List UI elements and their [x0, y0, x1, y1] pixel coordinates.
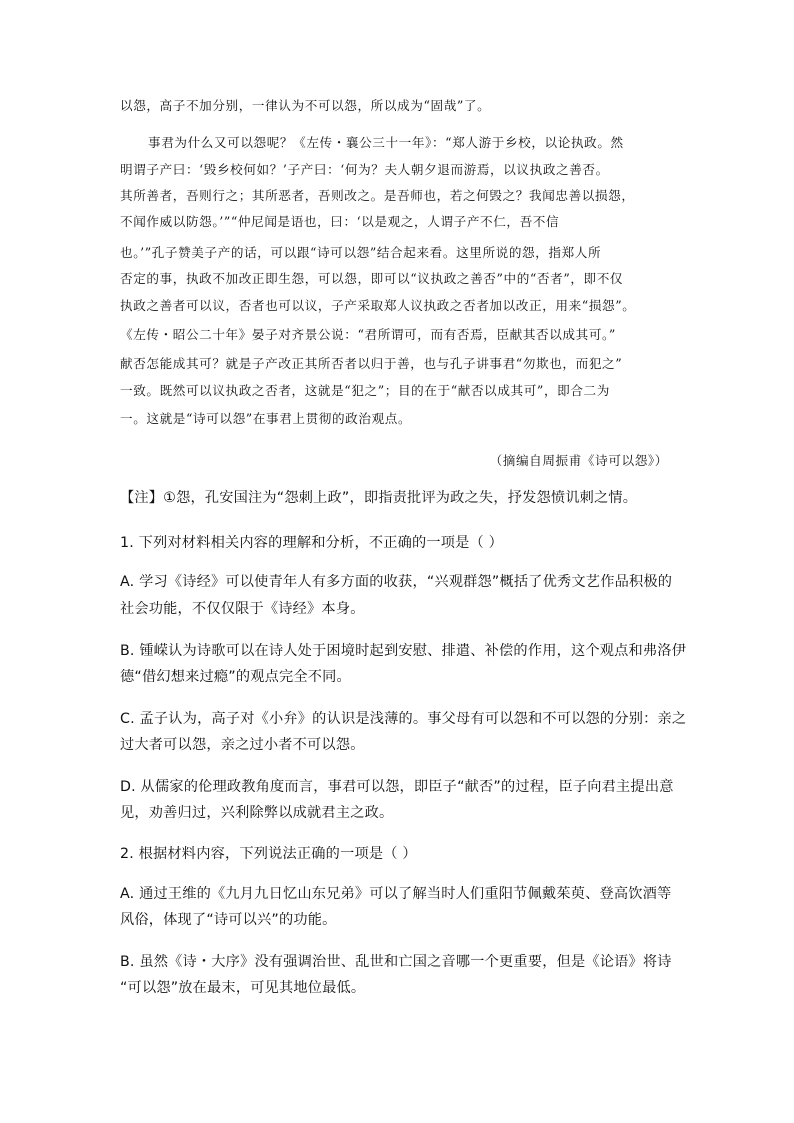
option-a-line-1: A. 学习《诗经》可以使青年人有多方面的收获，“兴观群怨”概括了优秀文艺作品积极的	[120, 574, 673, 590]
option-a-line-2: 风俗，体现了“诗可以兴”的功能。	[120, 912, 337, 928]
passage-line: 《左传・昭公二十年》晏子对齐景公说：“君所谓可，而有否焉，臣献其否以成其可。”	[120, 327, 616, 342]
passage-line: 事君为什么又可以怨呢？《左传・襄公三十一年》：“郑人游于乡校，以论执政。然	[148, 135, 624, 150]
passage-line: 执政之善者可以议，否者也可以议，子产采取郑人议执政之否者加以改正，用来“损怨”。	[120, 298, 636, 313]
passage-line: 明谓子产曰：‘毁乡校何如？’子产曰：‘何为？夫人朝夕退而游焉，以议执政之善否。	[120, 162, 609, 177]
passage-line: 以怨，高子不加分别，一律认为不可以怨，所以成为“固哉”了。	[120, 98, 491, 113]
option-c-line-1: C. 孟子认为，高子对《小弁》的认识是浅薄的。事父母有可以怨和不可以怨的分别：亲之	[120, 711, 687, 727]
option-b-line-1: B. 虽然《诗・大序》没有强调治世、乱世和亡国之音哪一个更重要，但是《论语》将诗	[120, 954, 672, 970]
passage-line: 否定的事，执政不加改正即生怨，可以怨，即可以“议执政之善否”中的“否者”，即不仅	[120, 271, 624, 286]
option-d-line-1: D. 从儒家的伦理政教角度而言，事君可以怨，即臣子“献否”的过程，臣子向君主提出意	[120, 779, 674, 795]
passage-line: 献否怎能成其可？就是子产改正其所否者以归于善，也与孔子讲事君“勿欺也，而犯之”	[120, 356, 623, 371]
passage-source: （摘编自周振甫《诗可以怨》）	[489, 453, 668, 468]
option-b-line-2: 德“借幻想来过瘾”的观点完全不同。	[120, 669, 351, 685]
passage-line: 也。’”孔子赞美子产的话，可以跟“诗可以怨”结合起来看。这里所说的怨，指郑人所	[120, 245, 602, 260]
question-stem: 1. 下列对材料相关内容的理解和分析，不正确的一项是（ ）	[120, 535, 504, 551]
option-c-line-2: 过大者可以怨，亲之过小者不可以怨。	[120, 737, 365, 753]
option-b-line-2: “可以怨”放在最末，可见其地位最低。	[120, 980, 366, 996]
passage-line: 一。这就是“诗可以怨”在事君上贯彻的政治观点。	[120, 411, 412, 426]
option-b-line-1: B. 锺嵘认为诗歌可以在诗人处于困境时起到安慰、排遣、补偿的作用，这个观点和弗洛伊	[120, 643, 687, 659]
note: 【注】①怨，孔安国注为“怨刺上政”，即指责批评为政之失，抒发怨愤讥刺之情。	[120, 490, 638, 506]
option-a-line-1: A. 通过王维的《九月九日忆山东兄弟》可以了解当时人们重阳节佩戴茱萸、登高饮酒等	[120, 886, 672, 902]
passage-line: 其所善者，吾则行之；其所恶者，吾则改之。是吾师也，若之何毁之？我闻忠善以损怨，	[120, 188, 635, 203]
option-a-line-2: 社会功能，不仅仅限于《诗经》本身。	[120, 601, 365, 617]
option-d-line-2: 见，劝善归过，兴利除弊以成就君主之政。	[120, 805, 394, 821]
passage-line: 一致。既然可以议执政之否者，这就是“犯之”；目的在于“献否以成其可”，即合二为	[120, 383, 610, 398]
passage-line: 不闻作威以防怨。’”“仲尼闻是语也，曰：‘以是观之，人谓子产不仁，吾不信	[120, 214, 560, 229]
question-stem: 2. 根据材料内容，下列说法正确的一项是（ ）	[120, 846, 417, 862]
